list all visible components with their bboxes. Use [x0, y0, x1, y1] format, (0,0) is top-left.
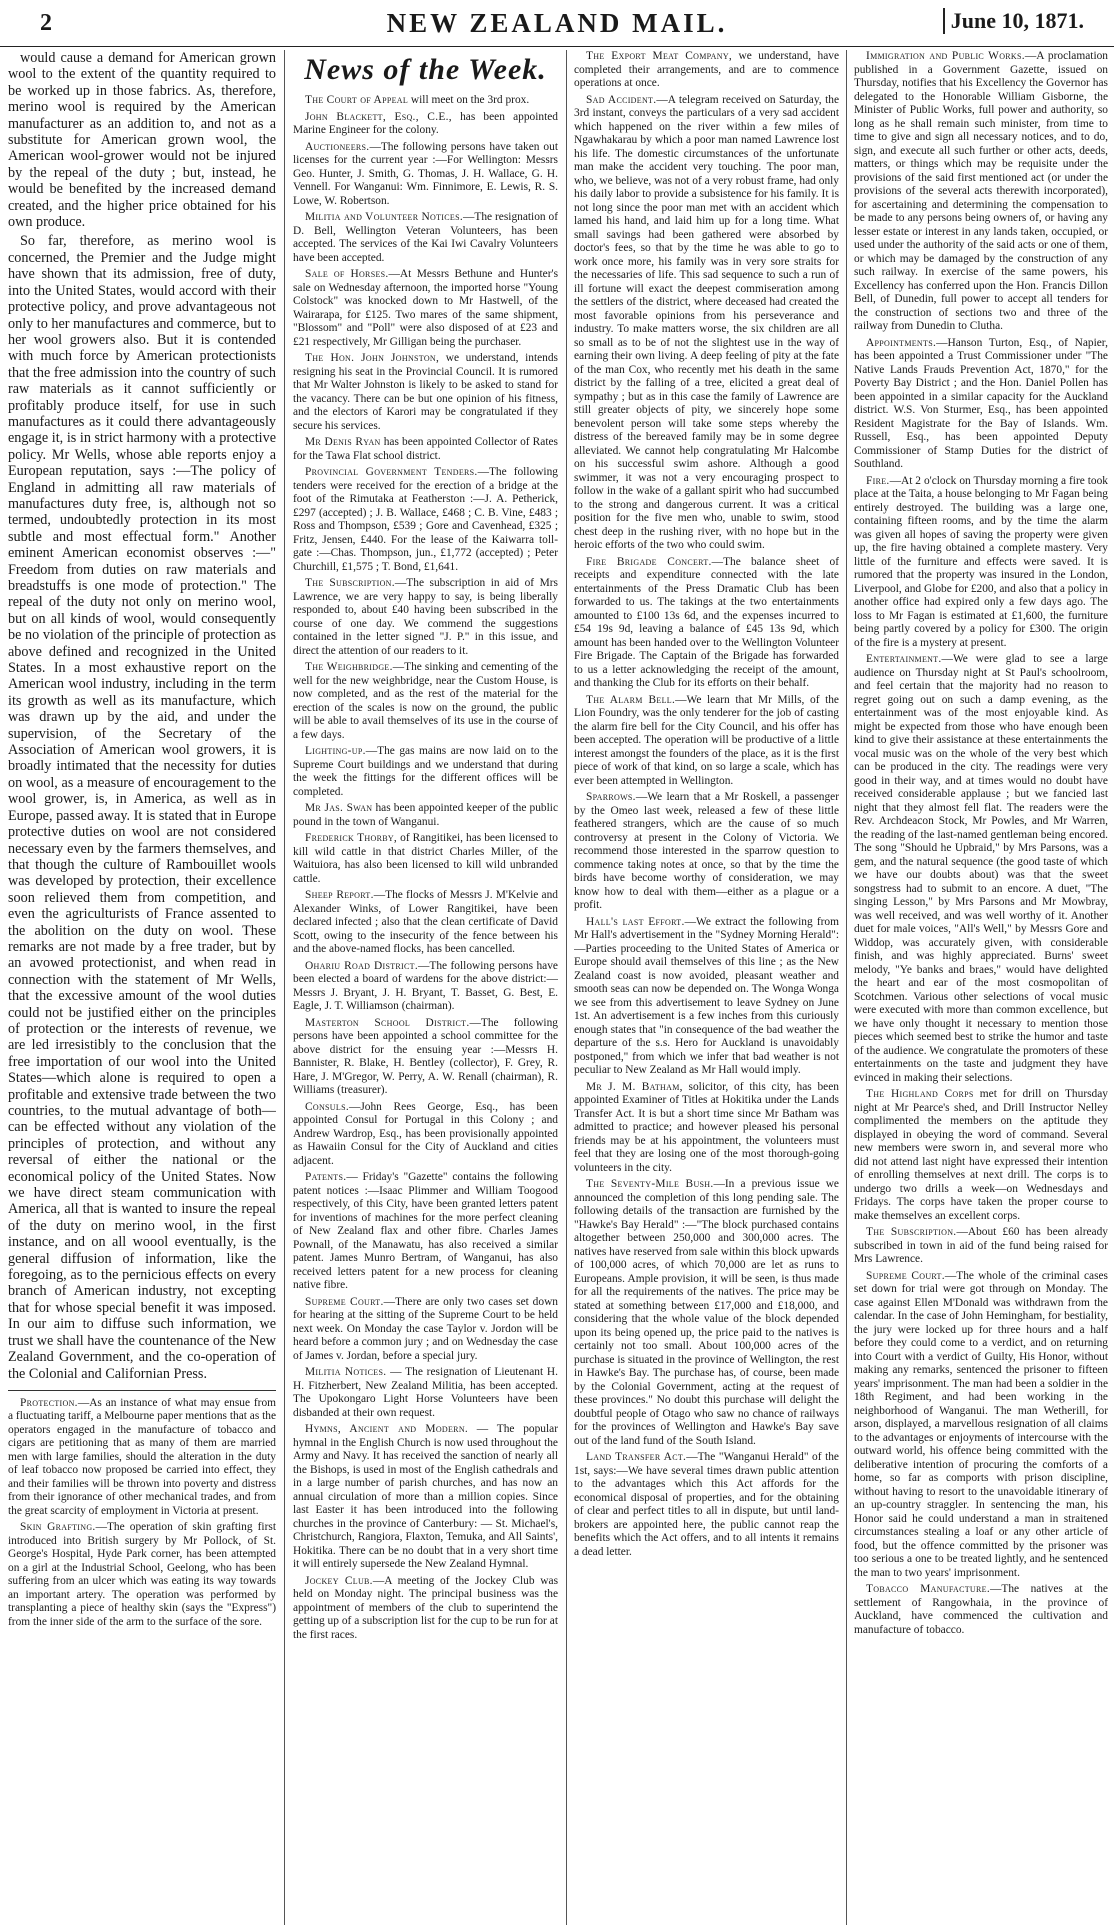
news-item-heading: Auctioneers.: [305, 140, 370, 153]
column-4: [854, 50, 1108, 1925]
news-item-heading: Masterton School District.: [305, 1016, 470, 1029]
news-item: [854, 50, 1108, 334]
news-item-heading: The Court of Appeal: [305, 94, 409, 106]
news-item-text: —The natives at the settlement of Rangowhaia, in the province of Auckland, have commenced the cultivation and manufacture of tobacco.: [854, 1583, 1108, 1636]
news-item-text: —We extract the following from Mr Hall's advertisement in the "Sydney Morning Herald":—Parties proceeding to the United States of America or Europe should avail themselves of this line ; as the New Zealand coast is now avoided, pleasant weather and smooth seas can now be depended on. The Wonga Wonga we see from this advertisement to leave Sydney on June 1st. An advertisement is a few inches from this curiously enough states that "in consequence of the bad weather the departure of the s.s. Hero for Auckland is unavoidably postponed," from which we infer that bad weather is not peculiar to New Zealand as Mr Hall would imply.: [574, 915, 839, 1076]
news-item-heading: Militia Notices.: [305, 1366, 387, 1378]
news-item: [293, 661, 558, 742]
news-item-text: —The following persons have been appointed a school committee for the above district for the ensuing year :—Messrs H. Bannister, R. Blake, H. Bentley (collector), F. Grey, R. Hare, J. M'Gregor, W. Perry, A. W. Renall (chairman), R. Williams (treasurer).: [293, 1016, 558, 1096]
news-item-text: —At Messrs Bethune and Hunter's sale on Wednesday afternoon, the imported horse "Young Colstock" was knocked down to Mr Hastwell, of the Wairarapa, for £125. Two mares of the same shipment, "Blossom" and "Poll" were also disposed of at £23 and £21 respectively, Mr Gilligan being the purchaser.: [293, 268, 558, 348]
news-item-text: —The balance sheet of receipts and expenditure connected with the late entertainments of the Press Dramatic Club has been forwarded to us. The takings at the two entertainments amounted to £100 13s 6d, and the expenses incurred to £54 19s 9d, leaving a balance of £45 13s 9d, which amount has been handed over to the Wellington Volunteer Fire Brigade. The Captain of the Brigade has forwarded to us a letter acknowledging the receipt of the amount, and thanking the Club for its efforts on their behalf.: [574, 555, 839, 689]
column-1: [8, 50, 276, 1925]
news-item-text: —In a previous issue we announced the completion of this long pending sale. The following details of the transaction are furnished by the "Hawke's Bay Herald" :—"The block purchased contains altogether between 250,000 and 300,000 acres. The natives have reserved from sale within this block upwards of 100,000 acres, of which 70,000 are let as runs to Europeans. Ample provision, it will be seen, is thus made for all the requirements of the natives. The price may be stated at something between £17,000 and £18,000, and considering that the whole value of the block depended upon its being opened up, the price paid to the natives is certainly not too small. About 100,000 acres of the purchase is situated in the province of Wellington, the rest in Hawke's Bay. The purchase has, of course, been made by the Colonial Government, acting at the request of these provinces." No doubt this purchase will delight the doubtful people of Otago who saw no chance of railways for the provinces of Wellington and Hawke's Bay save out of the land fund of the South Island.: [574, 1178, 839, 1447]
news-item-text: —The "Wanganui Herald" of the 1st, says:—We have several times drawn public attention to the advantages which this Act affords for the economical disposal of properties, and for the obtaining of clear and perfect titles to all in dispute, but until land-brokers are appointed here, the public cannot reap the benefits which the Act offers, and to all intents it remains a dead letter.: [574, 1451, 839, 1558]
news-item-text: —A telegram received on Saturday, the 3rd instant, conveys the particulars of a very sad accident which happened on the river within a few miles of Ngawhakarau by which a poor man named Lawrence lost his life. The domestic circumstances of the unfortunate man make the accident very touching. The poor man, who, we believe, was not of a very robust frame, had only his daily labor to provide a subsistence for his family. It is not long since the poor man met with an accident which lamed his hand, and laid him up for a long time. What small savings had been gathered were absorbed by doctor's fees, so that by the time he was able to go to work once more, his family was in very sore straits for the necessaries of life. This sad sequence to such a run of ill fortune will exact the deepest commiseration among the settlers of the district, where deceased had created the most favorable opinions from his perseverance and industry. To make matters worse, the six children are all so small as to be of not the slightest use in the way of earning their own living. A deep feeling of pity at the fate of the man Cox, who recently met his death in the same district by the falling of a tree, elicited a great deal of sympathy ; but as in this case the family of Lawrence are still greater objects of pity, we sincerely hope some benevolent person will take some steps whereby the distress of the bereaved family may be in some degree alleviated. We cannot help congratulating Mr Halcombe on his successful swim ashore. Although a good swimmer, it was not a very encouraging prospect to follow in the wake of a gallant spirit who had succumbed to the strong and dangerous current. It was a critical position for the five men who, unable to swim, stood chest deep in the rushing river, with no hope but in the heroic efforts of the two who could swim.: [574, 93, 839, 551]
news-item-text: —The following persons have been elected a board of wardens for the above district:—Messrs J. Bryant, J. H. Bryant, T. Basset, G. Best, E. Eagle, J. T. Williamson (chairman).: [293, 959, 558, 1012]
news-item: [293, 1171, 558, 1293]
news-item-text: solicitor, of this city, has been appointed Examiner of Titles at Hokitika under the Lands Transfer Act. It is but a short time since Mr Batham was admitted to practice; and however pleased his personal friends may be at his appointment, the volunteers must feel that they are losing one of the most thorough-going volunteers in the city.: [574, 1080, 839, 1174]
news-item-text: met for drill on Thursday night at Mr Pearce's shed, and Drill Instructor Nelley complimented the members on the aptitude they displayed in obeying the word of command. Several new members were sworn in, and several more who did not attend last night have expressed their intention of enrolling themselves at next drill. The corps is to undergo two drills a week—on Wednesdays and Fridays. The corps have taken the proper course to make themselves an excellent corps.: [854, 1088, 1108, 1222]
news-item-text: —The operation of skin grafting first introduced into British surgery by Mr Pollock, of St. George's Hospital, Hyde Park corner, has been attempted on a girl at the Industrial School, Geelong, who has been suffering from an ulcer which was eating its way towards an important artery. The operation was performed by transplanting a piece of healthy skin (says the "Express") from the inner side of the arm to the surface of the sore.: [8, 1521, 276, 1628]
news-item-text: —The following persons have taken out licenses for the current year :—For Wellington: Messrs Geo. Hunter, J. Smith, G. Thomas, J. H. Wallace, G. H. Vennell. For Wanganui: Wm. Finnimore, E. Lewis, R. S. Lowe, W. Robertson.: [293, 140, 558, 207]
news-item-heading: Militia and Volunteer Notices.: [305, 211, 463, 223]
news-item-heading: The Highland Corps: [866, 1088, 974, 1100]
news-item-text: —As an instance of what may ensue from a fluctuating tariff, a Melbourne paper mentions that as the operators engaged in the manufacture of tobacco and cigars are petitioning that as many of them are married men with large families, should the alteration in the duty of leaf tobacco now proposed be carried into effect, they and their families will be thrown into poverty and distress from their ignorance of other mechanical trades, and from the great scarcity of employment in Victoria at present.: [8, 1396, 276, 1517]
column-rule: [566, 50, 567, 1925]
news-item-text: will meet on the 3rd prox.: [408, 94, 530, 106]
news-item-text: — The resignation of Lieutenant H. H. Fitzherbert, New Zealand Militia, has been accepted. The Upokongaro Light Horse Volunteers have been disbanded at their own request.: [293, 1366, 558, 1419]
news-items: [293, 94, 558, 1642]
news-item-heading: The Export Meat Company,: [586, 50, 733, 62]
news-item: [293, 1575, 558, 1643]
news-item-heading: Fire Brigade Concert.: [586, 555, 712, 568]
news-item-text: —The subscription in aid of Mrs Lawrence, we are very happy to say, is being liberally responded to, about £40 having been subscribed in the course of one day. We commend the suggestions contained in the letter signed "J. P." in this issue, and direct the attention of our readers to it.: [293, 577, 558, 657]
news-item-text: —We learn that Mr Mills, of the Lion Foundry, was the only tenderer for the job of casting the alarm fire bell for the City Council, and his offer has been accepted. The operation will be productive of a little interest amongst the founders of the place, as it is the first piece of work of that kind, on so large a scale, which has ever been attempted in Wellington.: [574, 693, 839, 787]
news-item: [293, 1296, 558, 1364]
news-item-text: —John Rees George, Esq., has been appointed Consul for Portugal in this Colony ; and Andrew Wardrop, Esq., has been provisionally appointed as Hawaiin Consul for the City of Auckland and cities adjacent.: [293, 1100, 558, 1167]
news-item: [574, 1451, 839, 1559]
news-item-text: —The resignation of D. Bell, Wellington Veteran Volunteers, has been accepted. The services of the Kai Iwi Cavalry Volunteers have been accepted.: [293, 211, 558, 264]
news-item-heading: Hall's last Effort.: [586, 915, 685, 928]
news-item-heading: Hymns, Ancient and Modern.: [305, 1423, 469, 1435]
news-items: [854, 50, 1108, 1637]
news-item-heading: Supreme Court.: [866, 1269, 945, 1282]
news-item-text: has been appointed Marine Engineer for the colony.: [293, 110, 558, 136]
news-item: [574, 916, 839, 1078]
news-item-heading: The Subscription.: [866, 1226, 957, 1238]
news-item-heading: The Hon. John Johnston,: [305, 352, 440, 364]
page-number: 2: [40, 10, 52, 36]
news-item-text: —At 2 o'clock on Thursday morning a fire took place at the Taita, a house belonging to Mr Fagan being entirely destroyed. The building was a large one, containing fifteen rooms, and by the time the alarm was given all hopes of saving the property were given up, the fire having obtained a complete mastery. Very little of the furniture and effects were saved. It is rumored that the property was insured in the London, Liverpool, and Globe for £200, and also that a policy in another office had expired only a few days ago. The loss to Mr Fagan is estimated at £1,600, the furniture being partly covered by a policy for £300. The origin of the fire is a mystery at present.: [854, 474, 1108, 649]
news-item: [293, 1017, 558, 1098]
column-2: [293, 50, 558, 1925]
news-item-text: —The sinking and cementing of the well for the new weighbridge, near the Custom House, is now completed, and as the rest of the material for the erection of the scales is now on the ground, the public will be able to avail themselves of its use in the course of a few days.: [293, 661, 558, 741]
editorial-paragraph: would cause a demand for American grown wool to the extent of the quantity required to be worked up in those fabrics. As, therefore, merino wool is required by the American manufacturer as an addition to, and not as a substitute for American grown wool, the American wool-grower would not be injured by the repeal of the duty ; but, instead, he would be benefited by the increased demand created, and the higher price obtained for his own produce.: [8, 50, 276, 231]
news-item: [293, 960, 558, 1014]
article-separator: [8, 1390, 276, 1391]
news-item-heading: Mr Denis Ryan: [305, 436, 381, 448]
news-item-heading: Immigration and Public Works.: [866, 50, 1025, 62]
news-item: [293, 436, 558, 463]
news-item-heading: Lighting-up.: [305, 745, 366, 757]
editorial-article: [8, 50, 276, 1382]
news-item-heading: Tobacco Manufacture.: [866, 1583, 990, 1595]
news-item: [854, 475, 1108, 651]
news-item-heading: Jockey Club.: [305, 1574, 373, 1587]
issue-date: June 10, 1871.: [943, 8, 1084, 34]
news-item: [8, 1397, 276, 1519]
news-item-heading: Mr Jas. Swan: [305, 802, 373, 814]
news-item-heading: Skin Grafting.: [20, 1521, 96, 1534]
news-item: [293, 745, 558, 799]
section-heading: News of the Week.: [304, 53, 547, 86]
news-item-heading: Sheep Report.: [305, 889, 374, 901]
column-3: [574, 50, 839, 1925]
news-item-text: —The flocks of Messrs J. M'Kelvie and Alexander Winks, of Lower Rangitikei, have been declared infected ; also that the clean certificate of David Scott, owing to the insecurity of the fence between his and the above-named flocks, has been cancelled.: [293, 889, 558, 955]
news-item-heading: Protection.: [20, 1396, 78, 1409]
news-item: [293, 1366, 558, 1420]
news-item-heading: Mr J. M. Batham,: [586, 1080, 683, 1093]
news-item-heading: Patents.: [305, 1171, 347, 1183]
news-item-text: —The following tenders were received for the erection of a bridge at the foot of the Rimutaka at Featherston :—J. A. Petherick, £297 (accepted) ; J. B. Wallace, £468 ; C. B. Vine, £483 ; Ross and Thompson, £539 ; Gore and Cavenhead, £325 ; Fritz, Jensen, £440. For the lease of the Kaiwarra toll-gate :—Chas. Thompson, jun., £1,772 (accepted) ; Peter Churchill, £1,575 ; T. Bond, £1,641.: [293, 466, 558, 573]
news-item-heading: Sparrows.: [586, 791, 636, 803]
news-item: [293, 1101, 558, 1169]
news-item-heading: Consuls.: [305, 1100, 349, 1113]
news-item-text: — Friday's "Gazette" contains the following patent notices :—Isaac Plimmer and William Toogood respectively, of this City, have been granted letters patent for inventions of machines for the more perfect cleaning of New Zealand flax and other fibre. Charles James Pownall, of the Manawatu, has also received a similar patent. James Munro Bertram, of Wanganui, has also received letters patent for a new process for cleaning native fibre.: [293, 1171, 558, 1291]
news-item-heading: Appointments.: [866, 336, 937, 349]
news-item-text: —There are only two cases set down for hearing at the sitting of the Supreme Court to be held next week. On Monday the case Taylor v. Jordon will be heard before a common jury ; and on Wednesday the case of James v. Jordan, before a special jury.: [293, 1295, 558, 1362]
news-item: [293, 1423, 558, 1572]
news-item-text: —The gas mains are now laid on to the Supreme Court buildings and we understand that during the week the fittings for the different offices will be completed.: [293, 745, 558, 798]
news-item: [293, 94, 558, 108]
news-item: [574, 694, 839, 789]
news-item-heading: Supreme Court.: [305, 1295, 384, 1308]
editorial-paragraph: So far, therefore, as merino wool is concerned, the Premier and the Judge might have shown that its admission, free of duty, into the United States, would accord with their protective policy, and prove advantageous not only to her manufactures and commerce, but to her wool growers also. But it is contended with much force by American protectionists that the free admission into the country of such raw materials as it cannot sufficiently or profitably produce itself, for use in such manufactures as it could there advantageously engage it, is in strict harmony with a protective policy. Mr Wells, whose able reports enjoy a European reputation, says :—The policy of England in admitting all raw materials of manufactures duty free, is, although not so termed, undoubtedly protection in its most subtle and most effectual form." Another eminent American economist observes :—" Freedom from duties on raw materials and breadstuffs is one mode of protection." The repeal of the duty not only on merino wool, but on all kinds of wool, would consequently be no violation of the principle of protection as above defined and recognized in the United States. In a most exhaustive report on the American wool industry, including in the term its growth as well as its manufacture, which was drawn up by the aid, and under the supervision, of the Secretary of the Association of American wool growers, it is broadly intimated that the necessity for duties on wool, as a measure of encouragement to the wool grower, is, in America, as well as in Europe, passed away. It is stated that in Europe protective duties on wool are not considered necessary even by the farmers themselves, and that though the culture of Rambouillet wools was developed by protection, their excellence soon relieved them from competition, and even the agriculturists of France assented to the abolition on the duty on wool. These remarks are not made by a free trader, but by an avowed protectionist, and when read in connection with the statement of Mr Wells, that the excessive amount of the wool duties could not be justified either on the principles of protection or the interests of revenue, we are led irresistibly to the conclusion that the free importation of our wool into the United States—which alone is required to open a profitable and extensive trade between the two countries, to the mutual advantage of both—can be effected without any violation of the principles of protection, and without any reversal of either the national or the economical policy of the United States. Now we have direct steam communication with America, all that is wanted to insure the repeal of the duty on merino wool, in the first instance, and on all woool eventually, is the general diffusion of information, like the foregoing, as to the pernicious effects on every branch of American industry, not excepting that for whose special benefit it was imposed. In our aim to diffuse such information, we trust we shall have the countenance of the New Zealand Government, and the co-operation of the Colonial and Californian Press.: [8, 233, 276, 1382]
news-item-heading: The Alarm Bell.: [586, 693, 676, 706]
news-item-text: has been appointed keeper of the public pound in the town of Wanganui.: [293, 802, 558, 828]
news-item: [854, 1226, 1108, 1267]
news-item-text: we understand, have completed their arrangements, and are to commence operations at once.: [574, 50, 839, 89]
news-item-heading: Sale of Horses.: [305, 268, 389, 280]
news-item: [574, 94, 839, 553]
column-rule: [846, 50, 847, 1925]
news-item-heading: Land Transfer Act.: [586, 1451, 687, 1463]
news-item: [574, 791, 839, 913]
news-item: [293, 802, 558, 829]
column-rule: [284, 50, 285, 1925]
news-item: [854, 653, 1108, 1085]
news-item: [854, 1088, 1108, 1223]
news-item: [574, 556, 839, 691]
newspaper-title: NEW ZEALAND MAIL.: [386, 8, 728, 38]
news-item-text: we understand, intends resigning his seat in the Provincial Council. It is rumored that Mr Walter Johnston is likely to be asked to stand for the vacancy. There can be but one opinion of his fitness, and the electors of Karori may be congratulated if they secure his services.: [293, 352, 558, 432]
news-item-text: — The popular hymnal in the English Church is now used throughout the Army and Navy. It has received the sanction of nearly all the Bishops, is used in most of the English cathedrals and in a large number of parish churches, and has now an annual circulation of more than a million copies. Since last Easter it has been introduced into the following churches in the province of Canterbury: — St. Michael's, Christchurch, Rangiora, Flaxton, Temuka, and All Saints', Hokitika. There can be no doubt that in a very short time it will entirely supersede the New Zealand Hymnal.: [293, 1423, 558, 1570]
news-item: [293, 352, 558, 433]
news-item: [854, 1583, 1108, 1637]
news-item-heading: The Seventy-Mile Bush.: [586, 1178, 714, 1190]
news-item-heading: Entertainment.: [866, 653, 942, 665]
news-item-heading: John Blackett, Esq., C.E.,: [305, 110, 452, 123]
news-item-heading: Sad Accident.: [586, 93, 657, 106]
news-item: [293, 268, 558, 349]
news-item: [293, 577, 558, 658]
news-item: [293, 111, 558, 138]
news-item: [8, 1521, 276, 1629]
news-item: [574, 1178, 839, 1448]
news-items: [574, 50, 839, 1559]
news-item: [854, 337, 1108, 472]
news-item-heading: The Subscription.: [305, 577, 395, 589]
news-item: [293, 889, 558, 957]
news-item-text: —A proclamation published in a Government Gazette, issued on Thursday, notifies that his Excellency the Governor has delegated to the Honorable William Gisborne, the Minister of Public Works, full power and authority, so long as he shall remain such minister, from time to time to give and sign all necessary notices, and to do, sign, and execute all such further or other acts, deeds, matters, or things which may be requisite under the provisions of the said first mentioned act (or under the provisions of the several acts therewith incorporated), for ascertaining and determining the compensation to be made to any persons being owners of, or having any lesser estate or interest in any lands taken, occupied, or used under the authority of the said acts or one of them, or which may be damaged by the construction of any such railway. In exercise of the same powers, his Excellency has conferred upon the Hon. Francis Dillon Bell, of Dunedin, full power to accept all tenders for the construction of sections two and three of the railway from Dunedin to Clutha.: [854, 50, 1108, 332]
news-item-text: of Rangitikei, has been licensed to kill wild cattle in that district Charles Miller, of the Waituiora, has also been licensed to kill wild unbranded cattle.: [293, 832, 558, 885]
news-item: [293, 211, 558, 265]
news-item-text: —We were glad to see a large audience on Thursday night at St Paul's schoolroom, and feel certain that the majority had no reason to regret going out on such a damp evening, as the entertainment was of the most enjoyable kind. As might be expected from those who have enough been kind to give their assistance at these entertainments the vocal music was on the whole of the very best which can be produced in the city. The readings were very good in their way, and at times would no doubt have received considerable applause ; but we fancied last night that they almost fell flat. The readers were the Rev. Archdeacon Stock, Mr Powles, and Mr Warren, the reading of the last-named gentleman being encored. The song "Should he Upbraid," by Mrs Parsons, was a gem, and the natural sequence (the good taste of which we have our doubts about) was that the sweet songstress had to submit to an encore. A duet, "The singing Lesson," by Mrs Parsons and Mr Mowbray, was well received, and was well worthy of it. Another duet for male voices, "All's Well," by Messrs Gore and Widdop, was accurately given, with considerable finish, and was highly appreciated. Burns' sweet melody, "Ye banks and braes," would have delighted the heart and ear of the most cosmopolitan of Scotchmen. Various other selections of vocal music were executed with more than common excellence, but we have only thought it necessary to mention those pieces which seemed best to strike the humor and taste of the audience. We congratulate the promoters of these entertainments on the taste and judgment they have evinced in making their selections.: [854, 653, 1108, 1084]
news-item-text: —About £60 has been already subscribed in town in aid of the fund being raised for Mrs Lawrence.: [854, 1226, 1108, 1265]
news-item-text: —A meeting of the Jockey Club was held on Monday night. The principal business was the appointment of members of the club to superintend the getting up of a subscription list for the cup to be run for at the first races.: [293, 1574, 558, 1641]
news-item-heading: Provincial Government Tenders.: [305, 466, 478, 478]
masthead: [0, 0, 1114, 47]
news-item-text: —We learn that a Mr Roskell, a passenger by the Omeo last week, released a few of these little feathered strangers, which are the cause of so much controversy at present in the Colony of Victoria. We recommend those interested in the sparrow question to commence taking notes at once, so that by the time the birds have become worthy of consideration, we may know how to deal with them—either as a plague or a profit.: [574, 791, 839, 911]
news-item: [854, 1270, 1108, 1581]
news-item-heading: Fire.: [866, 474, 890, 487]
news-item-heading: Frederick Thorby,: [305, 832, 398, 844]
news-items: [8, 1397, 276, 1630]
news-item: [293, 832, 558, 886]
news-item: [574, 1081, 839, 1176]
news-item-heading: Ohariu Road District.: [305, 959, 418, 972]
news-item: [293, 141, 558, 209]
news-item-text: —The whole of the criminal cases set down for trial were got through on Monday. The case against Ellen M'Donald was withdrawn from the calendar. In the case of John Hemingham, for bestiality, the jury were locked up for three hours and a half before they could come to a verdict, and on returning into Court with a verdict of Guilty, His Honor, without making any remarks, sentenced the prisoner to fifteen years' imprisonment. The man had been a soldier in the 18th Regiment, and had been working in the neighborhood of Wanganui. The man Wetherill, for arson, displayed, a marvellous resignation of all claims to the advantages or enjoyments of intercourse with the outward world, his offence being committed with the deliberative intention of procuring the comforts of a home, so far as comports with prison discipline, without having to resort to the unavoidable itinerary of an up-country straggler. In sentencing the man, his Honor said he could understand a man in straitened circumstances stealing a loaf or any other article of food, but the offence committed by the prisoner was too serious a one to be treated lightly, and he sentenced the man to two years' imprisonment.: [854, 1269, 1108, 1579]
news-item-heading: The Weighbridge.: [305, 661, 393, 673]
news-item: [574, 50, 839, 91]
news-item-text: —Hanson Turton, Esq., of Napier, has been appointed a Trust Commissioner under "The Native Lands Frauds Prevention Act, 1870," for the Poverty Bay District ; and the Hon. Daniel Pollen has been appointed in a similar capacity for the Auckland district. W.S. Von Sturmer, Esq., has been appointed Resident Magistrate for the Bay of Islands. Wm. Russell, Esq., has been appointed Deputy Commissioner of Stamp Duties for the district of Southland.: [854, 336, 1108, 470]
news-item: [293, 466, 558, 574]
news-item-text: has been appointed Collector of Rates for the Tawa Flat school district.: [293, 436, 558, 462]
